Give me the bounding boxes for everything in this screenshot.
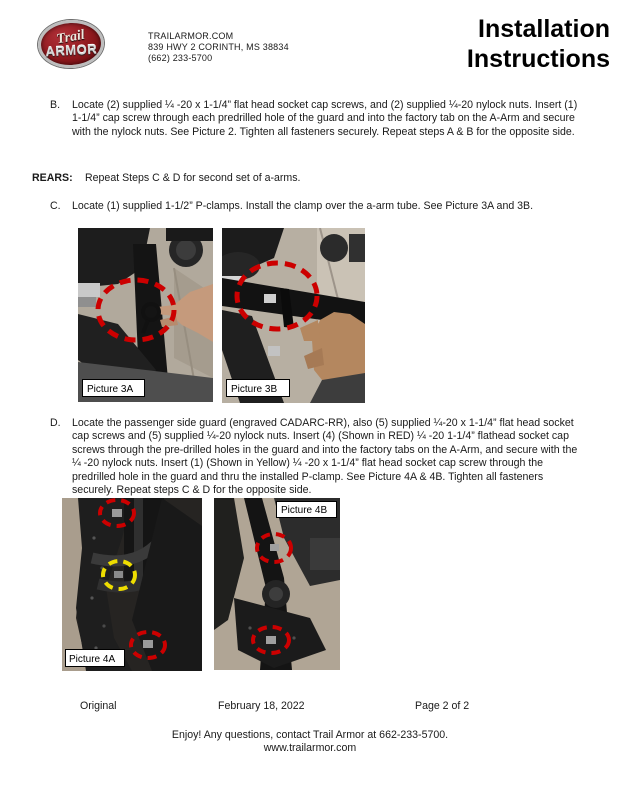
step-b xyxy=(50,99,580,139)
footer-page-number: Page 2 of 2 xyxy=(415,700,470,712)
step-d-label: D. xyxy=(50,417,61,429)
step-d xyxy=(50,417,582,497)
company-website: TRAILARMOR.COM xyxy=(148,31,234,41)
step-b-label: B. xyxy=(50,99,61,111)
picture-3a-label: Picture 3A xyxy=(87,384,134,395)
picture-4a-label: Picture 4A xyxy=(69,654,116,665)
footer-website: www.trailarmor.com xyxy=(263,742,357,754)
bolt xyxy=(270,544,279,551)
step-c-label: C. xyxy=(50,200,61,212)
company-phone: (662) 233-5700 xyxy=(148,53,213,63)
step-b-text: Locate (2) supplied ¼ -20 x 1-1/4” flat head socket cap screws, and (2) supplied ¼-20 nylock nuts. Insert (1) 1-1/4” cap screw through each predrilled hole of the guard and into the factory tab on the A-Arm and secure with the nylock nuts. See Picture 2. Tighten all fasteners securely. Repeat steps A & B for the opposite side. xyxy=(72,99,578,138)
footer-date: February 18, 2022 xyxy=(218,700,305,712)
picture-4b-photo xyxy=(214,498,340,670)
step-d-text: Locate the passenger side guard (engraved CADARC-RR), also (5) supplied ¼-20 x 1-1/4” flat head socket cap screws and (5) supplied ¼-20 nylock nuts. Insert (4) (Shown in RED) ¼ -20 1-1/4” flathead socket cap screws through the pre-drilled holes in the guard and into the factory tabs on the A-Arm, and secure with the ¼ -20 nylock nuts. Insert (1) (Shown in Yellow) ¼ -20 x 1-1/4” flat head socket cap screw through the predrilled hole in the guard and thru the installed P-clamp. See Picture 4A & 4B. Tighten all fasteners securely. Repeat steps C & D for the opposite side. xyxy=(72,417,578,497)
footer-contact-line: Enjoy! Any questions, contact Trail Armor at 662-233-5700. xyxy=(171,729,449,741)
logo-text-armor: ARMOR xyxy=(45,41,98,59)
step-c xyxy=(50,200,595,213)
bolt xyxy=(143,640,153,648)
logo-text-trail: Trail xyxy=(55,27,86,47)
rears-label: REARS: xyxy=(32,172,73,184)
page-title-line2: Instructions xyxy=(466,45,610,73)
logo-oval xyxy=(37,18,105,69)
company-contact-block xyxy=(148,31,289,64)
page-title xyxy=(467,14,610,74)
picture-3b-photo xyxy=(222,228,365,403)
rears-text: Repeat Steps C & D for second set of a-arms. xyxy=(85,172,301,184)
picture-4b-label: Picture 4B xyxy=(281,505,328,516)
trail-armor-logo xyxy=(38,20,110,74)
page-title-line1: Installation xyxy=(478,15,610,43)
bolt xyxy=(266,636,276,644)
footer-revision: Original xyxy=(80,700,117,712)
picture-3a-photo xyxy=(78,228,213,402)
bolt xyxy=(112,509,122,517)
picture-4a-photo xyxy=(62,498,202,671)
company-address: 839 HWY 2 CORINTH, MS 38834 xyxy=(148,42,289,52)
picture-3b-label: Picture 3B xyxy=(231,384,278,395)
step-c-text: Locate (1) supplied 1-1/2” P-clamps. Install the clamp over the a-arm tube. See Picture 3A and 3B. xyxy=(72,200,534,212)
rears-heading-line xyxy=(32,172,301,185)
p-clamp-bolt xyxy=(114,571,123,578)
